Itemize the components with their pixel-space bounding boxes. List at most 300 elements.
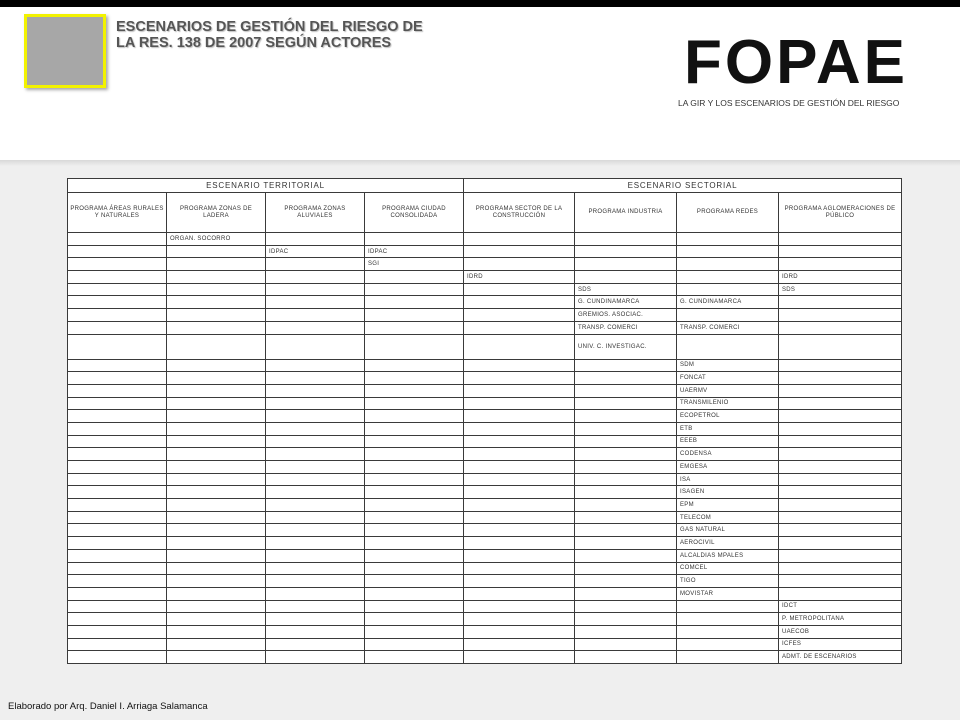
table-cell — [464, 587, 575, 600]
table-cell — [779, 524, 902, 537]
table-cell — [779, 245, 902, 258]
table-cell — [365, 283, 464, 296]
table-cell: IDPAC — [266, 245, 365, 258]
table-cell — [167, 600, 266, 613]
top-bar — [0, 0, 960, 7]
column-header: PROGRAMA ZONAS DE LADERA — [167, 193, 266, 233]
table-cell — [167, 245, 266, 258]
table-row — [68, 651, 902, 664]
table-cell — [779, 384, 902, 397]
table-cell — [266, 435, 365, 448]
table-cell — [266, 271, 365, 284]
table-cell — [68, 359, 167, 372]
table-cell — [68, 511, 167, 524]
table-cell — [464, 562, 575, 575]
table-cell — [575, 549, 677, 562]
table-cell — [266, 283, 365, 296]
table-cell — [167, 271, 266, 284]
table-cell — [779, 397, 902, 410]
table-cell — [464, 435, 575, 448]
table-cell: SDM — [677, 359, 779, 372]
table-cell — [68, 233, 167, 246]
table-cell — [266, 422, 365, 435]
table-cell — [68, 372, 167, 385]
table-cell — [779, 321, 902, 334]
logo-subtitle: LA GIR Y LOS ESCENARIOS DE GESTIÓN DEL RIESGO — [678, 98, 900, 108]
table-cell — [677, 651, 779, 664]
table-cell: TELECOM — [677, 511, 779, 524]
table-cell — [167, 587, 266, 600]
table-cell — [365, 321, 464, 334]
decorative-square — [24, 14, 106, 88]
table-cell — [575, 397, 677, 410]
title-line-1: ESCENARIOS DE GESTIÓN DEL RIESGO DE — [116, 19, 423, 35]
slide-title — [116, 19, 423, 51]
table-cell: TRANSP. COMERCI — [677, 321, 779, 334]
table-cell — [167, 435, 266, 448]
table-row — [68, 258, 902, 271]
table-row — [68, 562, 902, 575]
table-cell — [68, 613, 167, 626]
table-cell — [464, 397, 575, 410]
table-cell — [68, 537, 167, 550]
table-cell — [779, 372, 902, 385]
table-cell — [575, 410, 677, 423]
table-cell — [464, 372, 575, 385]
table-cell — [677, 334, 779, 359]
table-cell — [365, 233, 464, 246]
table-cell — [365, 486, 464, 499]
table-cell: CODENSA — [677, 448, 779, 461]
table-row — [68, 587, 902, 600]
table-cell — [266, 562, 365, 575]
table-cell — [464, 575, 575, 588]
table-cell — [575, 372, 677, 385]
table-cell — [677, 283, 779, 296]
footer-credit: Elaborado por Arq. Daniel I. Arriaga Salamanca — [8, 701, 208, 712]
table-cell — [167, 575, 266, 588]
table-cell — [779, 575, 902, 588]
column-header: PROGRAMA ZONAS ALUVIALES — [266, 193, 365, 233]
table-row — [68, 245, 902, 258]
table-cell — [575, 511, 677, 524]
table-cell — [266, 537, 365, 550]
table-cell — [464, 537, 575, 550]
table-cell: EEEB — [677, 435, 779, 448]
table-cell — [575, 575, 677, 588]
table-row — [68, 296, 902, 309]
table-cell — [677, 233, 779, 246]
table-cell — [167, 384, 266, 397]
table-cell — [779, 422, 902, 435]
table-cell — [779, 334, 902, 359]
table-cell — [68, 461, 167, 474]
table-cell — [68, 524, 167, 537]
table-cell — [167, 410, 266, 423]
table-cell — [68, 448, 167, 461]
table-cell — [464, 625, 575, 638]
table-cell — [167, 651, 266, 664]
table-cell — [779, 587, 902, 600]
table-cell — [167, 613, 266, 626]
table-cell: SGI — [365, 258, 464, 271]
table-cell — [575, 600, 677, 613]
table-cell — [167, 625, 266, 638]
table-cell — [779, 473, 902, 486]
table-cell: IDRD — [464, 271, 575, 284]
table-cell — [575, 562, 677, 575]
table-cell — [266, 296, 365, 309]
table-row — [68, 461, 902, 474]
table-cell — [575, 625, 677, 638]
table-cell — [464, 486, 575, 499]
table-cell — [266, 321, 365, 334]
table-cell — [575, 435, 677, 448]
table-row — [68, 233, 902, 246]
table-cell — [167, 511, 266, 524]
table-row — [68, 283, 902, 296]
column-header: PROGRAMA CIUDAD CONSOLIDADA — [365, 193, 464, 233]
table-cell — [677, 625, 779, 638]
table-cell — [779, 410, 902, 423]
table-row — [68, 524, 902, 537]
table-cell: ISA — [677, 473, 779, 486]
table-cell — [779, 435, 902, 448]
table-cell — [464, 384, 575, 397]
table-cell — [266, 384, 365, 397]
table-cell — [575, 651, 677, 664]
table-cell — [167, 549, 266, 562]
table-cell — [68, 587, 167, 600]
table-cell — [677, 245, 779, 258]
table-cell — [266, 613, 365, 626]
table-cell — [167, 359, 266, 372]
table-cell: GAS NATURAL — [677, 524, 779, 537]
table-cell — [266, 575, 365, 588]
table-cell — [68, 486, 167, 499]
table-cell — [167, 422, 266, 435]
table-row — [68, 309, 902, 322]
table-cell — [779, 233, 902, 246]
table-cell: IDCT — [779, 600, 902, 613]
group-header-territorial: ESCENARIO TERRITORIAL — [68, 179, 464, 193]
table-cell: ADMT. DE ESCENARIOS — [779, 651, 902, 664]
table-cell — [68, 283, 167, 296]
table-cell — [464, 524, 575, 537]
table-cell — [779, 499, 902, 512]
table-cell — [266, 309, 365, 322]
table-row — [68, 372, 902, 385]
table-cell — [464, 334, 575, 359]
table-cell — [365, 435, 464, 448]
table-cell — [575, 499, 677, 512]
column-header: PROGRAMA REDES — [677, 193, 779, 233]
table-cell: TRANSP. COMERCI — [575, 321, 677, 334]
table-cell — [575, 638, 677, 651]
table-cell — [68, 296, 167, 309]
table-cell — [575, 524, 677, 537]
table-cell — [167, 486, 266, 499]
table-cell — [464, 473, 575, 486]
table-cell — [68, 271, 167, 284]
table-cell — [167, 638, 266, 651]
table-cell: ORGAN. SOCORRO — [167, 233, 266, 246]
table-cell — [167, 461, 266, 474]
table-cell — [779, 486, 902, 499]
table-cell — [365, 524, 464, 537]
table-cell — [779, 359, 902, 372]
table-cell — [575, 271, 677, 284]
table-cell: AEROCIVIL — [677, 537, 779, 550]
table-cell — [779, 511, 902, 524]
table-cell — [464, 638, 575, 651]
table-cell: IDPAC — [365, 245, 464, 258]
table-cell — [365, 511, 464, 524]
table-cell — [464, 613, 575, 626]
table-cell — [677, 600, 779, 613]
table-cell — [68, 410, 167, 423]
fopae-logo: FOPAE — [684, 28, 908, 97]
table-row — [68, 397, 902, 410]
table-cell — [266, 372, 365, 385]
table-cell — [365, 600, 464, 613]
table-cell — [365, 372, 464, 385]
table-cell — [266, 638, 365, 651]
table-cell — [575, 233, 677, 246]
table-cell — [677, 309, 779, 322]
table-cell — [365, 625, 464, 638]
table-cell — [365, 410, 464, 423]
table-cell: TRANSMILENIO — [677, 397, 779, 410]
table-cell — [68, 549, 167, 562]
table-cell: ECOPETROL — [677, 410, 779, 423]
table-cell — [779, 549, 902, 562]
table-cell — [464, 511, 575, 524]
table-cell — [167, 473, 266, 486]
table-row — [68, 473, 902, 486]
table-cell — [68, 321, 167, 334]
table-cell — [365, 384, 464, 397]
table-cell — [266, 651, 365, 664]
table-cell — [779, 309, 902, 322]
table-cell — [464, 258, 575, 271]
table-cell — [779, 537, 902, 550]
table-row — [68, 537, 902, 550]
table-row — [68, 334, 902, 359]
table-cell — [68, 575, 167, 588]
table-cell — [167, 283, 266, 296]
table-cell — [266, 233, 365, 246]
table-cell — [167, 397, 266, 410]
table-cell — [575, 473, 677, 486]
table-row — [68, 625, 902, 638]
table-cell — [266, 524, 365, 537]
table-cell — [266, 258, 365, 271]
table-cell — [464, 549, 575, 562]
table-cell: G. CUNDINAMARCA — [677, 296, 779, 309]
table-cell — [68, 625, 167, 638]
table-cell — [266, 600, 365, 613]
table-cell: MOVISTAR — [677, 587, 779, 600]
table-row — [68, 486, 902, 499]
table-cell — [365, 575, 464, 588]
column-header: PROGRAMA SECTOR DE LA CONSTRUCCIÓN — [464, 193, 575, 233]
table-cell — [677, 638, 779, 651]
table-cell — [575, 587, 677, 600]
table-cell: G. CUNDINAMARCA — [575, 296, 677, 309]
table-row — [68, 499, 902, 512]
table-cell: SDS — [779, 283, 902, 296]
table-cell: IDRD — [779, 271, 902, 284]
table-row — [68, 422, 902, 435]
table-cell: COMCEL — [677, 562, 779, 575]
table-cell — [68, 245, 167, 258]
table-cell — [365, 422, 464, 435]
table-cell — [575, 486, 677, 499]
table-cell — [365, 309, 464, 322]
table-cell — [68, 473, 167, 486]
table-cell: FONCAT — [677, 372, 779, 385]
table-row — [68, 575, 902, 588]
table-cell — [68, 258, 167, 271]
table-cell — [266, 587, 365, 600]
table-cell — [266, 511, 365, 524]
table-cell — [464, 600, 575, 613]
table-cell — [464, 410, 575, 423]
table-cell: UAERMV — [677, 384, 779, 397]
table-cell — [464, 245, 575, 258]
table-cell — [266, 410, 365, 423]
table-row — [68, 613, 902, 626]
column-header: PROGRAMA INDUSTRIA — [575, 193, 677, 233]
table-cell — [575, 384, 677, 397]
table-cell — [575, 422, 677, 435]
table-cell — [68, 499, 167, 512]
table-cell — [464, 422, 575, 435]
table-cell — [68, 562, 167, 575]
table-cell — [779, 448, 902, 461]
table-cell — [365, 638, 464, 651]
group-header-sectorial: ESCENARIO SECTORIAL — [464, 179, 902, 193]
table-row — [68, 359, 902, 372]
table-cell — [167, 258, 266, 271]
table-cell — [68, 435, 167, 448]
table-cell — [266, 334, 365, 359]
table-cell — [167, 499, 266, 512]
table-cell — [365, 296, 464, 309]
table-cell: ETB — [677, 422, 779, 435]
table-row — [68, 600, 902, 613]
table-cell — [677, 613, 779, 626]
table-cell: TIGO — [677, 575, 779, 588]
table-cell — [365, 448, 464, 461]
table-cell — [68, 422, 167, 435]
table-cell — [365, 651, 464, 664]
table-cell — [266, 625, 365, 638]
table-cell — [365, 461, 464, 474]
table-cell — [266, 549, 365, 562]
table-cell — [167, 372, 266, 385]
table-cell — [167, 296, 266, 309]
table-cell — [365, 562, 464, 575]
table-cell — [365, 587, 464, 600]
table-cell — [365, 537, 464, 550]
table-cell — [167, 524, 266, 537]
table-cell — [779, 461, 902, 474]
table-cell — [68, 397, 167, 410]
table-cell — [464, 309, 575, 322]
table-cell — [464, 233, 575, 246]
title-line-2: LA RES. 138 DE 2007 SEGÚN ACTORES — [116, 35, 392, 51]
table-cell — [365, 271, 464, 284]
table-cell — [575, 245, 677, 258]
table-cell: UNIV. C. INVESTIGAC. — [575, 334, 677, 359]
table-cell — [779, 562, 902, 575]
table-cell — [167, 537, 266, 550]
table-cell — [266, 486, 365, 499]
table-row — [68, 511, 902, 524]
table-cell — [167, 321, 266, 334]
table-cell — [365, 473, 464, 486]
table-cell: SDS — [575, 283, 677, 296]
table-cell: P. METROPOLITANA — [779, 613, 902, 626]
table-cell — [779, 296, 902, 309]
table-row — [68, 549, 902, 562]
table-cell — [266, 448, 365, 461]
table-cell — [779, 258, 902, 271]
table-cell — [464, 321, 575, 334]
table-cell — [68, 334, 167, 359]
table-cell: GREMIOS. ASOCIAC. — [575, 309, 677, 322]
table-cell — [167, 562, 266, 575]
column-header: PROGRAMA AGLOMERACIONES DE PÚBLICO — [779, 193, 902, 233]
table-cell — [464, 296, 575, 309]
table-cell — [575, 448, 677, 461]
table-cell — [68, 309, 167, 322]
table-cell: ICFES — [779, 638, 902, 651]
table-cell — [68, 651, 167, 664]
table-cell — [68, 638, 167, 651]
table-cell — [365, 549, 464, 562]
table-cell: ALCALDIAS MPALES — [677, 549, 779, 562]
table-row — [68, 435, 902, 448]
table-cell — [266, 473, 365, 486]
table-cell — [464, 448, 575, 461]
table-row — [68, 410, 902, 423]
table-row — [68, 448, 902, 461]
table-cell — [167, 309, 266, 322]
table-cell — [266, 397, 365, 410]
table-cell — [266, 461, 365, 474]
table-cell: UAECOB — [779, 625, 902, 638]
table-cell — [167, 448, 266, 461]
table-cell — [464, 283, 575, 296]
table-cell — [575, 258, 677, 271]
table-cell: EMGESA — [677, 461, 779, 474]
table-row — [68, 271, 902, 284]
table-cell — [464, 461, 575, 474]
table-cell — [464, 651, 575, 664]
column-header: PROGRAMA ÁREAS RURALES Y NATURALES — [68, 193, 167, 233]
table-cell — [575, 359, 677, 372]
table-cell — [266, 499, 365, 512]
table-cell — [365, 359, 464, 372]
table-cell: EPM — [677, 499, 779, 512]
table-cell — [464, 359, 575, 372]
table-cell — [68, 384, 167, 397]
table-cell — [266, 359, 365, 372]
table-cell — [167, 334, 266, 359]
